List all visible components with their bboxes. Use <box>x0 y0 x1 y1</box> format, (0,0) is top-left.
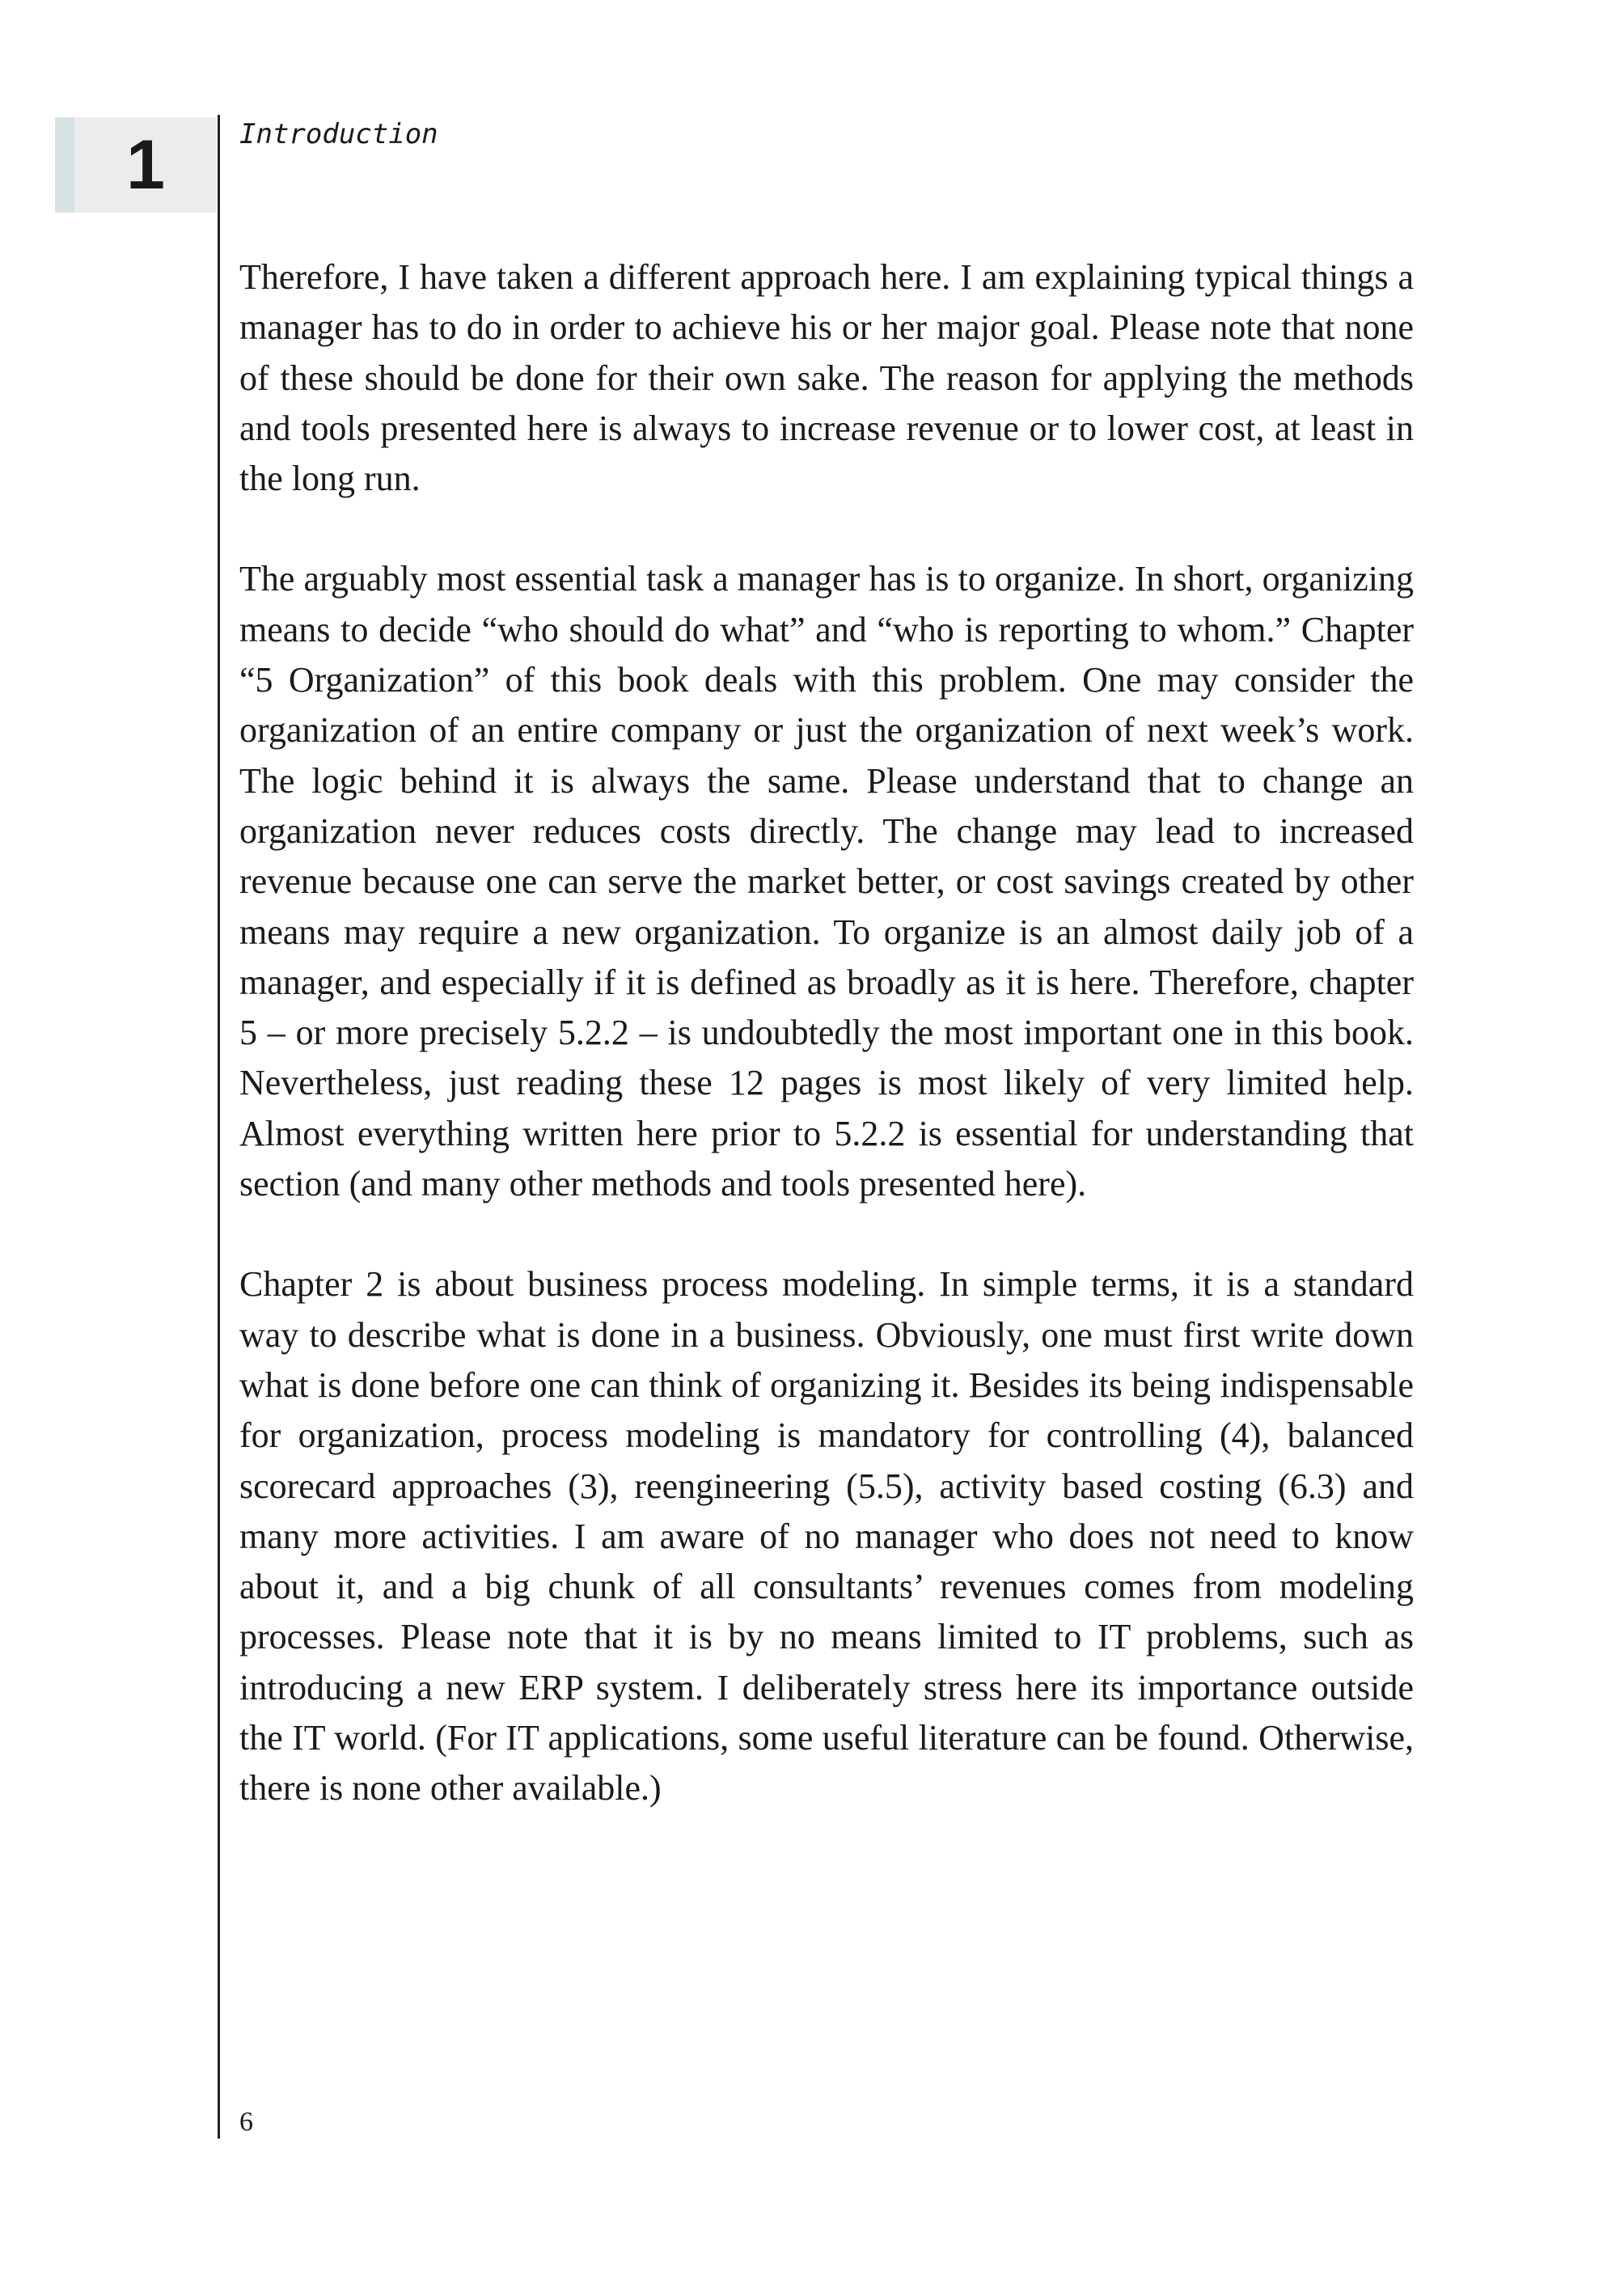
paragraph-organization: The arguably most essential task a manager has is to organize. In short, organizing means to decide “who should do what” and “who is reporting to whom.” Chapter “5 Organization” of this book deals with this problem. One may consider the organization of an entire company or just the organization of next week’s work. The logic behind it is always the same. Please understand that to change an organization never reduces costs directly. The change may lead to increased revenue because one can serve the market better, or cost savings created by other means may require a new organization. To organize is an almost daily job of a manager, and especially if it is defined as broadly as it is here. Therefore, chapter 5 – or more precisely 5.2.2 – is undoubtedly the most important one in this book. Nevertheless, just reading these 12 pages is most likely of very limited help. Almost everything written here prior to 5.2.2 is essential for understanding that section (and many other methods and tools presented here). <box>239 559 1414 1204</box>
chapter-tab <box>55 117 217 213</box>
margin-rule <box>218 115 220 2139</box>
chapter-tab-accent <box>55 117 74 213</box>
running-head: Introduction <box>239 118 438 150</box>
page-number: 6 <box>239 2107 253 2137</box>
paragraph-approach: Therefore, I have taken a different approach here. I am explaining typical things a manager has to do in order to achieve his or her major goal. Please note that none of these should be done for their own sake. The reason for applying the methods and tools presented here is always to increase revenue or to lower cost, at least in the long run. <box>239 257 1414 499</box>
paragraph-process-modeling: Chapter 2 is about business process modeling. In simple terms, it is a standard way to describe what is done in a business. Obviously, one must first write down what is done before one can think of organizing it. Besides its being indispensable for organization, process modeling is mandatory for controlling (4), balanced scorecard approaches (3), reengineering (5.5), activity based costing (6.3) and many more activities. I am aware of no manager who does not need to know about it, and a big chunk of all consultants’ revenues comes from modeling processes. Please note that it is by no means limited to IT problems, such as introducing a new ERP system. I deliberately stress here its importance outside the IT world. (For IT applications, some useful literature can be found. Otherwise, there is none other available.) <box>239 1264 1414 1809</box>
chapter-number: 1 <box>126 126 165 204</box>
body-text <box>239 252 1414 1864</box>
